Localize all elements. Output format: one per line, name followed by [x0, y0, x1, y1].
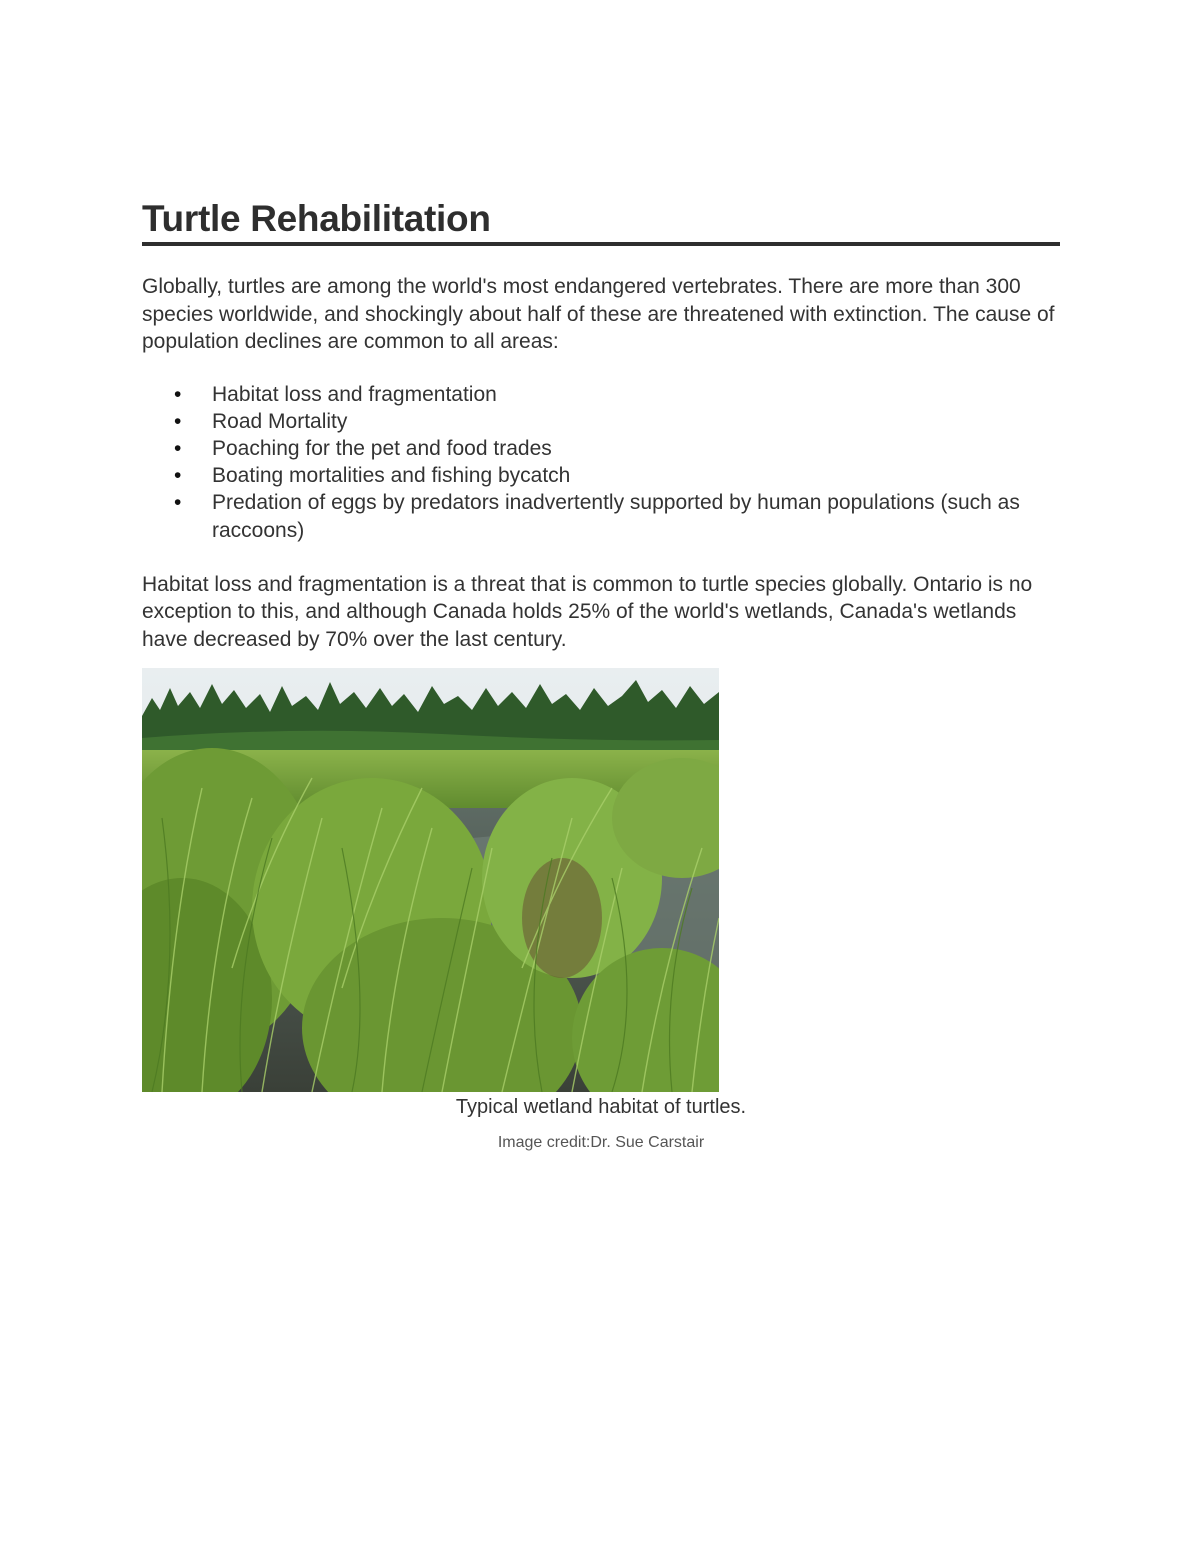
page-title: Turtle Rehabilitation	[142, 198, 491, 239]
list-item	[142, 408, 1060, 435]
intro-paragraph: Globally, turtles are among the world's most endangered vertebrates. There are more than 300 species worldwide, and shockingly about half of these are threatened with extinction. The cause of population declines are common to all areas:	[142, 275, 1055, 353]
bullet-icon: •	[174, 382, 182, 406]
list-item	[142, 489, 1060, 543]
list-item	[142, 462, 1060, 489]
bullet-icon: •	[174, 409, 182, 433]
list-item-text: Road Mortality	[212, 409, 348, 433]
habitat-paragraph: Habitat loss and fragmentation is a threat that is common to turtle species globally. Ontario is no exception to this, and although Canada holds 25% of the world's wetlands, Canada's wetlands have decreased by 70% over the last century.	[142, 572, 1033, 651]
document-page	[142, 196, 1060, 1153]
bullet-icon: •	[174, 491, 182, 515]
list-item-text: Boating mortalities and fishing bycatch	[212, 464, 571, 488]
list-item	[142, 381, 1060, 408]
list-item-text: Poaching for the pet and food trades	[212, 436, 552, 460]
list-item	[142, 435, 1060, 462]
list-item-text: Habitat loss and fragmentation	[212, 382, 497, 406]
bullet-icon: •	[174, 436, 182, 460]
figure-caption: Typical wetland habitat of turtles.	[455, 1096, 747, 1119]
bullet-icon: •	[174, 464, 182, 488]
causes-list	[142, 381, 1060, 544]
image-credit: Image credit:Dr. Sue Carstair	[497, 1134, 705, 1152]
list-item-text: Predation of eggs by predators inadvertently supported by human populations (such as raccoons)	[212, 491, 1020, 542]
wetland-photo	[142, 668, 719, 1092]
title-underline	[142, 242, 1060, 246]
